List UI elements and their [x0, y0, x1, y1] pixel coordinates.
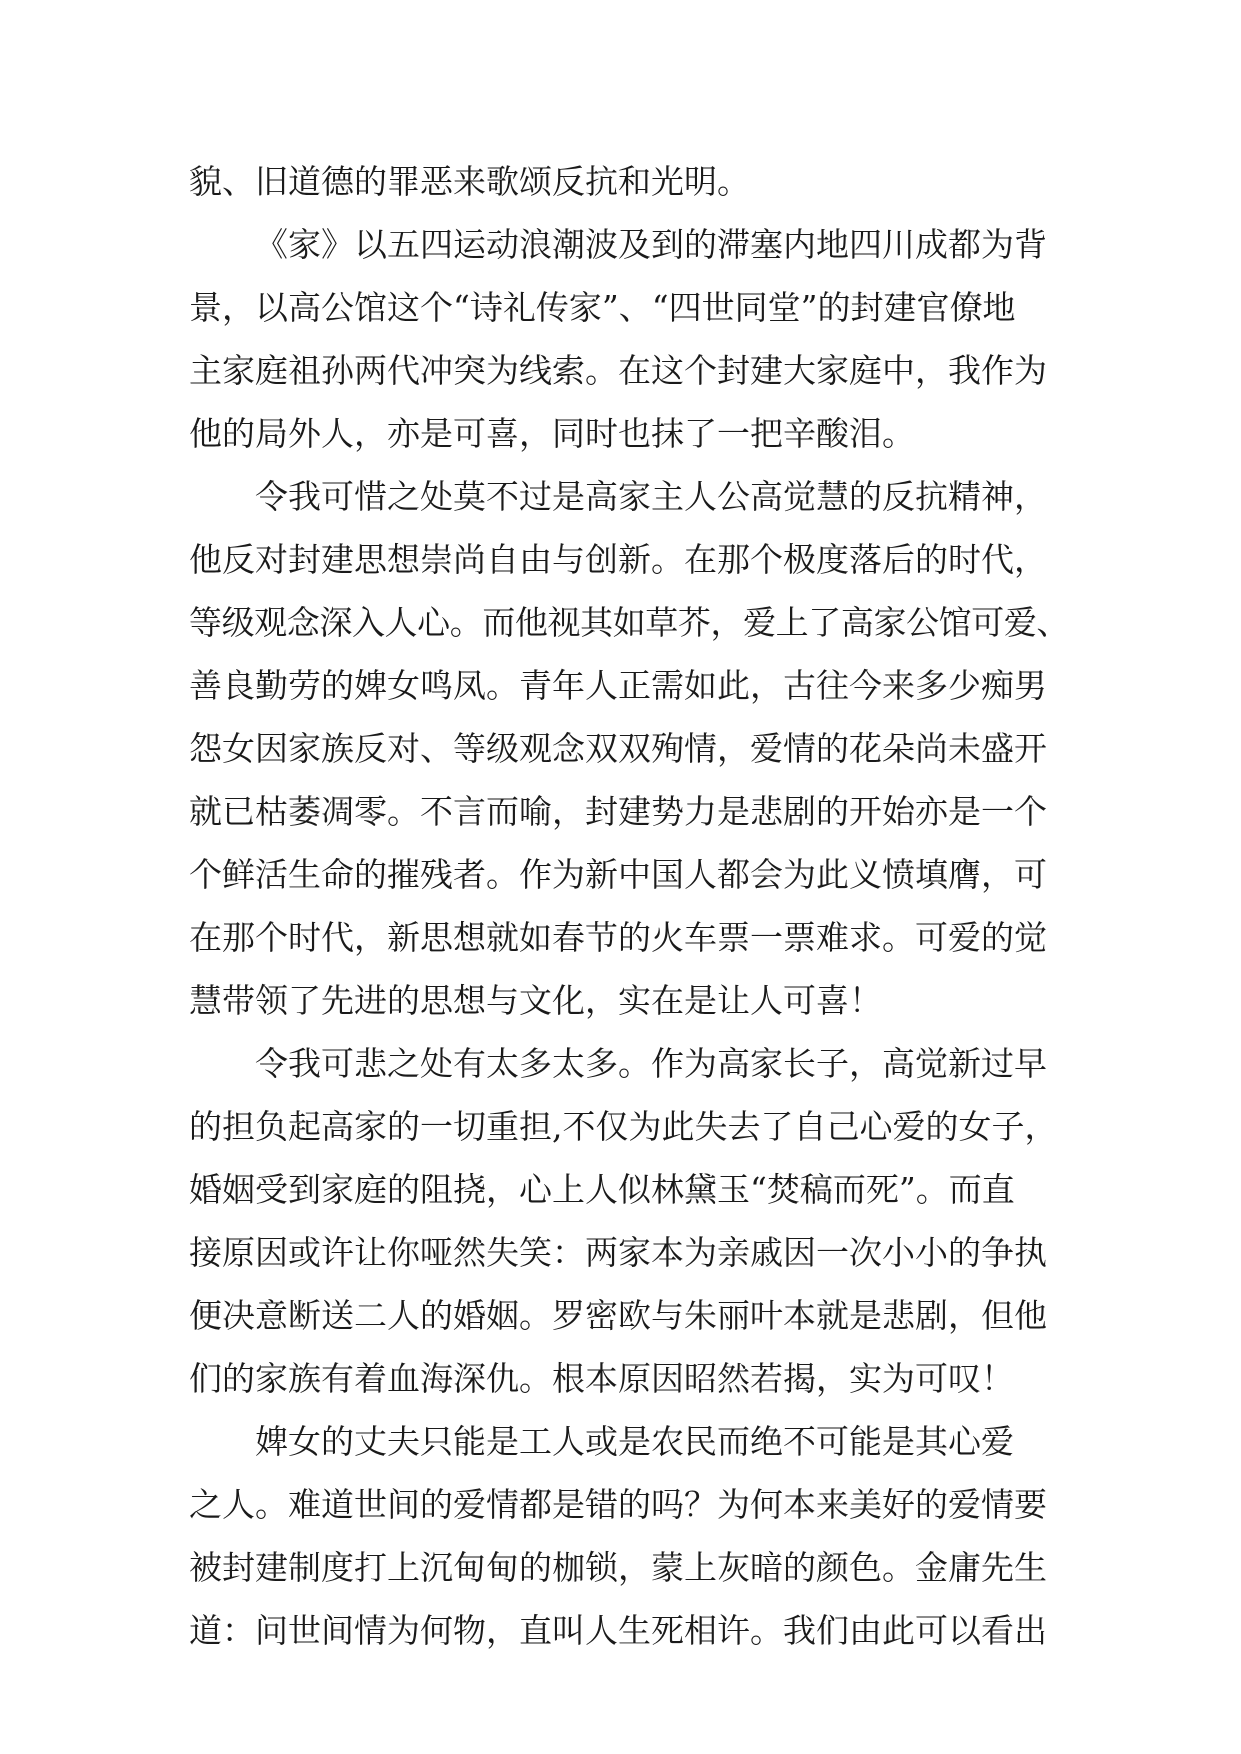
text-line: 个鲜活生命的摧残者。作为新中国人都会为此义愤填膺，可	[189, 855, 1047, 894]
text-line: 之人。难道世间的爱情都是错的吗？为何本来美好的爱情要	[189, 1485, 1047, 1524]
text-line: 主家庭祖孙两代冲突为线索。在这个封建大家庭中，我作为	[189, 351, 1047, 390]
text-line: 接原因或许让你哑然失笑：两家本为亲戚因一次小小的争执	[189, 1233, 1047, 1272]
text-line: 善良勤劳的婢女鸣凤。青年人正需如此，古往今来多少痴男	[189, 666, 1047, 705]
text-line: 婚姻受到家庭的阻挠，心上人似林黛玉“焚稿而死”。而直	[189, 1170, 1015, 1209]
text-line: 他的局外人，亦是可喜，同时也抹了一把辛酸泪。	[189, 414, 915, 453]
text-line: 令我可悲之处有太多太多。作为高家长子，高觉新过早	[255, 1044, 1047, 1083]
text-line: 在那个时代，新思想就如春节的火车票一票难求。可爱的觉	[189, 918, 1047, 957]
text-line: 的担负起高家的一切重担,不仅为此失去了自己心爱的女子，	[189, 1107, 1058, 1146]
text-line: 怨女因家族反对、等级观念双双殉情，爱情的花朵尚未盛开	[189, 729, 1047, 768]
text-line: 就已枯萎凋零。不言而喻，封建势力是悲剧的开始亦是一个	[189, 792, 1047, 831]
text-line: 景，以高公馆这个“诗礼传家”、“四世同堂”的封建官僚地	[189, 288, 1016, 327]
text-line: 道：问世间情为何物，直叫人生死相许。我们由此可以看出	[189, 1611, 1047, 1650]
text-line: 《家》以五四运动浪潮波及到的滞塞内地四川成都为背	[255, 225, 1047, 264]
text-line: 婢女的丈夫只能是工人或是农民而绝不可能是其心爱	[255, 1422, 1014, 1461]
text-line: 们的家族有着血海深仇。根本原因昭然若揭，实为可叹！	[189, 1359, 1014, 1398]
text-line: 貌、旧道德的罪恶来歌颂反抗和光明。	[189, 162, 750, 201]
text-line: 等级观念深入人心。而他视其如草芥，爱上了高家公馆可爱、	[189, 603, 1070, 642]
document-body	[189, 150, 1069, 1662]
text-line: 便决意断送二人的婚姻。罗密欧与朱丽叶本就是悲剧，但他	[189, 1296, 1047, 1335]
text-line: 他反对封建思想崇尚自由与创新。在那个极度落后的时代，	[189, 540, 1047, 579]
text-line: 慧带领了先进的思想与文化，实在是让人可喜！	[189, 981, 882, 1020]
text-line: 令我可惜之处莫不过是高家主人公高觉慧的反抗精神，	[255, 477, 1047, 516]
text-line: 被封建制度打上沉甸甸的枷锁，蒙上灰暗的颜色。金庸先生	[189, 1548, 1047, 1587]
